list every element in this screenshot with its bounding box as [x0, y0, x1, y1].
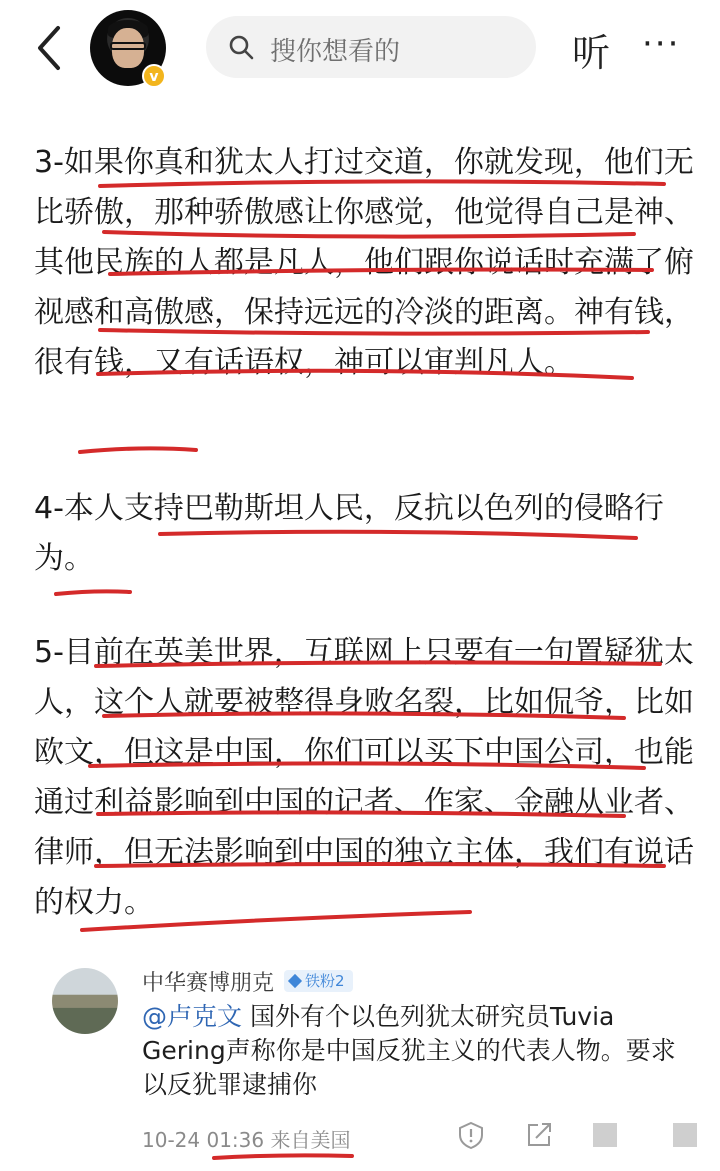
fan-level-badge	[284, 970, 353, 992]
post-paragraph-4: 4-本人支持巴勒斯坦人民，反抗以色列的侵略行为。	[34, 491, 664, 576]
more-icon[interactable]: ···	[642, 24, 681, 64]
comment-text	[142, 1000, 682, 1102]
comment-body: 国外有个以色列犹太研究员Tuvia Gering声称你是中国反犹主义的代表人物。要求以反犹罪逮捕你	[142, 1002, 676, 1099]
fan-level-label: 铁粉2	[305, 972, 345, 990]
mention-link[interactable]: @卢克文	[142, 1002, 243, 1031]
commenter-name[interactable]: 中华赛博朋克	[142, 971, 275, 996]
underline	[80, 448, 196, 452]
back-icon[interactable]	[28, 22, 72, 74]
diamond-icon	[288, 974, 302, 988]
search-icon	[228, 34, 254, 60]
repost-icon[interactable]	[524, 1120, 554, 1150]
commenter-avatar[interactable]	[52, 968, 118, 1034]
post-paragraph-5: 5-目前在英美世界，互联网上只要有一句置疑犹太人，这个人就要被整得身败名裂，比如侃爷，比如欧文，但这是中国，你们可以买下中国公司，也能通过利益影响到中国的记者、作家、金融从业者、律师，但无法影响到中国的独立主体，我们有说话的权力。	[34, 635, 694, 920]
share-icon[interactable]	[456, 1120, 486, 1150]
underline	[56, 591, 130, 594]
search-input[interactable]	[206, 16, 536, 78]
search-placeholder: 搜你想看的	[270, 37, 401, 67]
comment-icon[interactable]	[590, 1120, 620, 1150]
listen-button[interactable]: 听	[572, 31, 611, 75]
comment-meta: 10-24 01:36 来自美国	[142, 1128, 351, 1152]
like-icon[interactable]	[670, 1120, 700, 1150]
post-paragraph-3: 3-如果你真和犹太人打过交道，你就发现，他们无比骄傲，那种骄傲感让你感觉，他觉得自己是神、其他民族的人都是凡人，他们跟你说话时充满了俯视感和高傲感，保持远远的冷淡的距离。神有钱，很有钱，又有话语权，神可以审判凡人。	[34, 145, 694, 380]
underline	[214, 1155, 352, 1158]
top-bar	[0, 0, 720, 100]
verified-badge-icon: v	[142, 64, 166, 88]
